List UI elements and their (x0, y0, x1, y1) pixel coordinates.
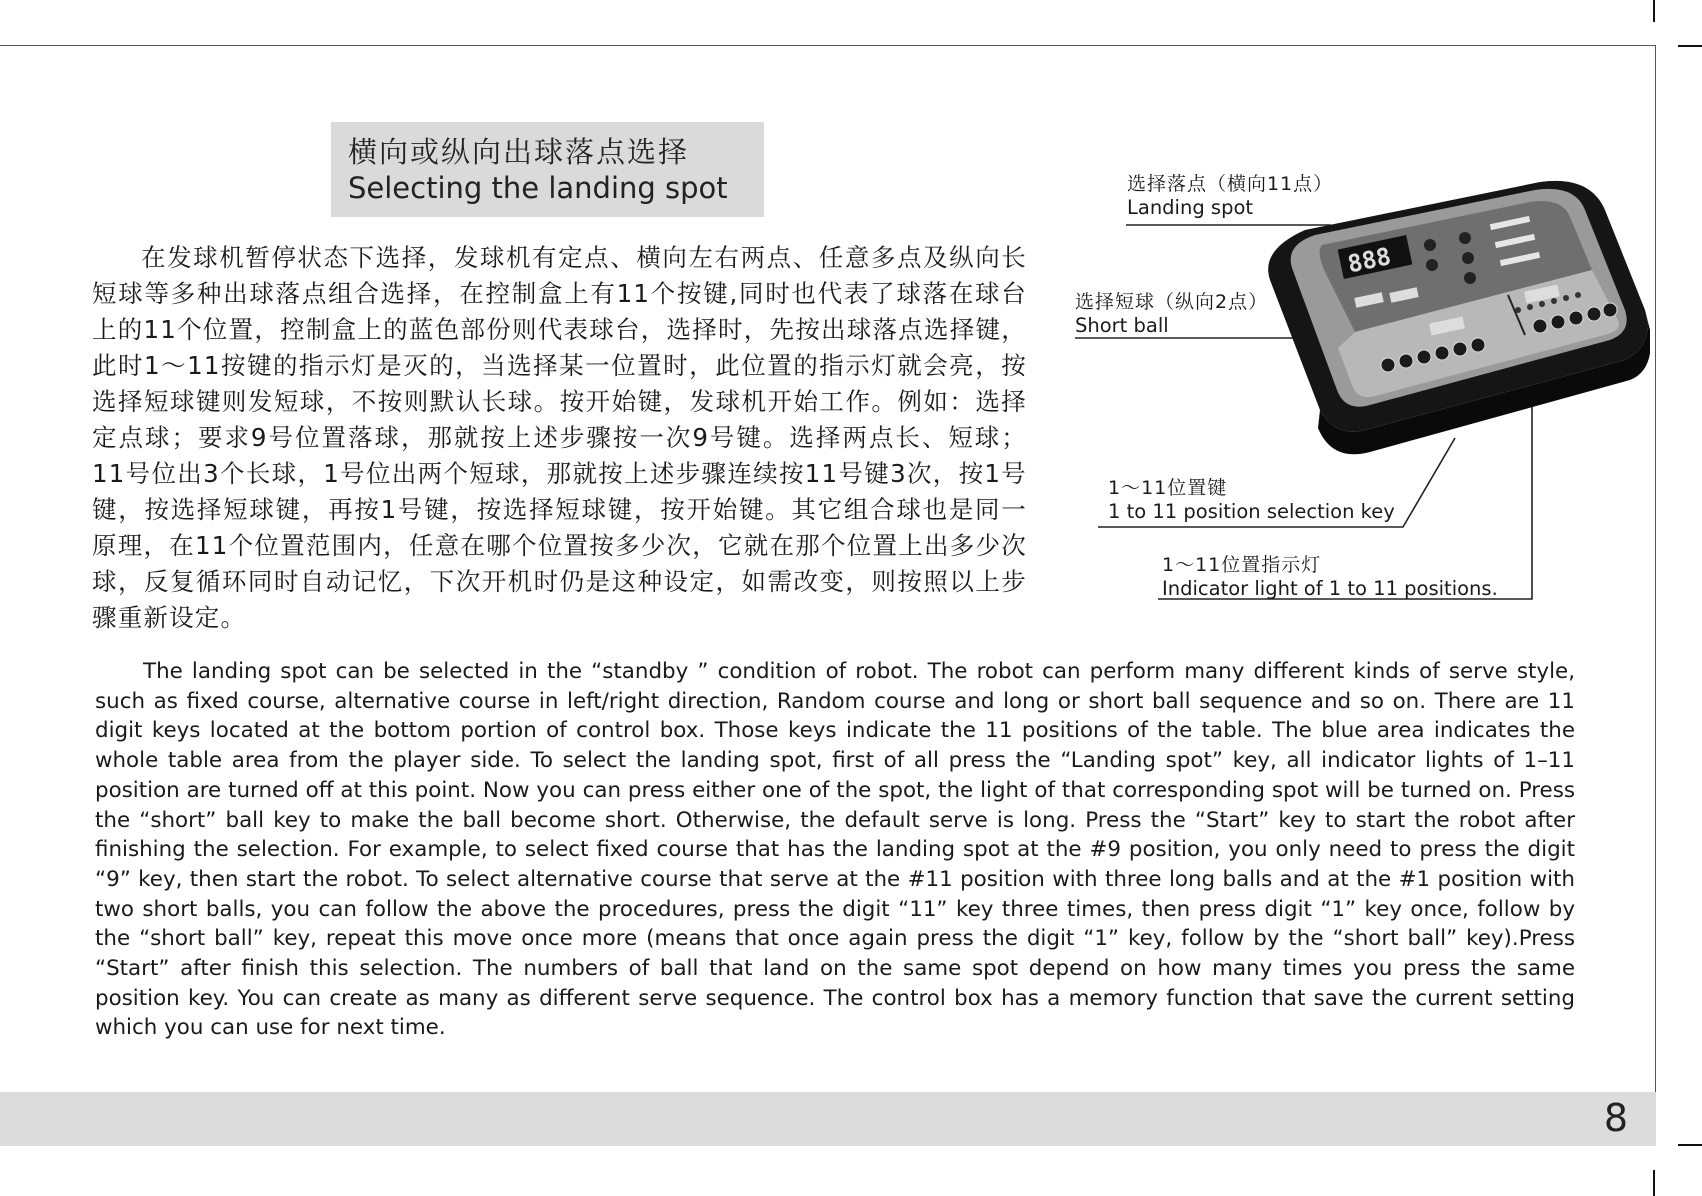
display-digits: 888 (1345, 242, 1394, 279)
control-box-illustration (1070, 170, 1650, 610)
chinese-paragraph: 在发球机暂停状态下选择，发球机有定点、横向左右两点、任意多点及纵向长短球等多种出球落点组合选择，在控制盒上有11个按键,同时也代表了球落在球台上的11个位置，控制盒上的蓝色部份则代表球台，选择时，先按出球落点选择键，此时1～11按键的指示灯是灭的，当选择某一位置时，此位置的指示灯就会亮，按选择短球键则发短球，不按则默认长球。按开始键，发球机开始工作。例如：选择定点球；要求9号位置落球，那就按上述步骤按一次9号键。选择两点长、短球；11号位出3个长球，1号位出两个短球，那就按上述步骤连续按11号键3次，按1号键，按选择短球键，再按1号键，按选择短球键，按开始键。其它组合球也是同一原理，在11个位置范围内，任意在哪个位置按多少次，它就在那个位置上出多少次球，反复循环同时自动记忆，下次开机时仍是这种设定，如需改变，则按照以上步骤重新设定。 (92, 243, 1027, 632)
english-paragraph: The landing spot can be selected in the “standby ” condition of robot. The robot can perform many different kinds of serve style, such as fixed course, alternative course in left/right direction, Random course and long or short ball sequence and so on. There are 11 digit keys located at the bottom portion of control box. Those keys indicate the 11 positions of the table. The blue area indicates the whole table area from the player side. To select the landing spot, first of all press the “Landing spot” key, all indicator lights of 1–11 position are turned off at this point. Now you can press either one of the spot, the light of that corresponding spot will be turned on. Press the “short” ball key to make the ball become short. Otherwise, the default serve is long. Press the “Start” key to start the robot after finishing the selection. For example, to select fixed course that has the landing spot at the #9 position, you only need to press the digit “9” key, then start the robot. To select alternative course that serve at the #11 position with three long balls and at the #1 position with two short balls, you can follow the above the procedures, press the digit “11” key three times, then press digit “1” key once, follow by the “short ball” key, repeat this move once more (means that once again press the digit “1” key, follow by the “short ball” key).Press “Start” after finish this selection. The numbers of ball that land on the same spot depend on how many times you press the same position key. You can create as many as different serve sequence. The control box has a memory function that save the current setting which you can use for next time. (95, 659, 1575, 1041)
page-number: 8 (1603, 1096, 1628, 1140)
footer-band (0, 1092, 1656, 1146)
callout-short-ball-en: Short ball (1075, 314, 1169, 337)
crop-mark (1653, 1170, 1655, 1196)
callout-indicator-lights-en: Indicator light of 1 to 11 positions. (1162, 577, 1498, 600)
callout-position-keys-cn: 1～11位置键 (1108, 477, 1228, 499)
callout-landing-spot-cn: 选择落点（横向11点） (1127, 173, 1334, 195)
callout-landing-spot-en: Landing spot (1127, 196, 1254, 219)
section-title-cn: 横向或纵向出球落点选择 (348, 135, 690, 169)
crop-mark (1653, 0, 1655, 22)
section-title-en: Selecting the landing spot (348, 171, 728, 205)
crop-mark (1678, 45, 1702, 47)
control-box (1268, 181, 1650, 454)
callout-short-ball-cn: 选择短球（纵向2点） (1075, 291, 1269, 313)
section-title (331, 122, 764, 217)
crop-mark (1678, 1144, 1702, 1146)
callout-indicator-lights-cn: 1～11位置指示灯 (1162, 554, 1322, 576)
callout-position-keys-en: 1 to 11 position selection key (1108, 500, 1395, 523)
